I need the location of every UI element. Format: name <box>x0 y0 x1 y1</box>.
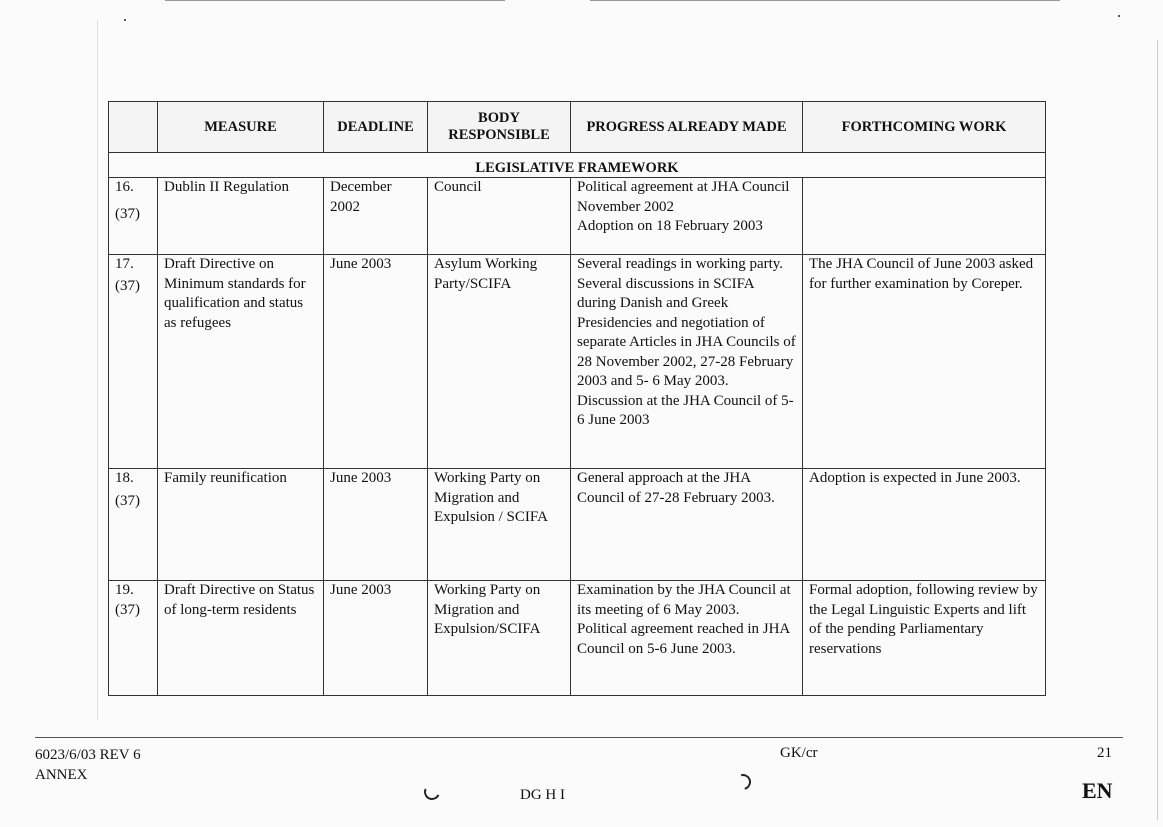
deadline-cell: June 2003 <box>324 469 428 581</box>
forthcoming-cell: Adoption is expected in June 2003. <box>803 469 1046 581</box>
row-ref: (37) <box>115 205 140 222</box>
binder-hole-mark <box>422 782 443 803</box>
scan-margin-line <box>1157 40 1158 820</box>
progress-cell: Several readings in working party. Several discussions in SCIFA during Danish and Greek Presidencies and negotiation of separate Articles in JHA Councils of 28 November 2002, 27-28 February 2003 and 5- 6 May 2003. Discussion at the JHA Council of 5-6 June 2003 <box>571 255 803 469</box>
language-code: EN <box>1082 778 1113 803</box>
header-progress: PROGRESS ALREADY MADE <box>571 102 803 153</box>
page-number: 21 <box>1097 745 1112 761</box>
deadline-cell: June 2003 <box>324 581 428 696</box>
directorate-label: DG H I <box>520 787 565 803</box>
scan-artifact-line <box>590 0 1060 1</box>
table-row <box>109 469 1046 581</box>
body-cell: Council <box>428 178 571 255</box>
section-row <box>109 153 1046 178</box>
row-number: 17. <box>115 256 134 272</box>
row-ref: (37) <box>115 492 140 509</box>
body-cell: Working Party on Migration and Expulsion/SCIFA <box>428 581 571 696</box>
scan-artifact-line <box>165 0 505 1</box>
progress-cell: Examination by the JHA Council at its meeting of 6 May 2003. Political agreement reached in JHA Council on 5-6 June 2003. <box>571 581 803 696</box>
table-row <box>109 255 1046 469</box>
forthcoming-cell: The JHA Council of June 2003 asked for further examination by Coreper. <box>803 255 1046 469</box>
row-number-cell <box>109 255 158 469</box>
header-forthcoming: FORTHCOMING WORK <box>803 102 1046 153</box>
table-row <box>109 178 1046 255</box>
section-title: LEGISLATIVE FRAMEWORK <box>109 153 1046 178</box>
measure-cell: Family reunification <box>158 469 324 581</box>
footer-rule <box>35 737 1123 738</box>
legislative-framework-table <box>108 101 1046 696</box>
row-number-cell <box>109 469 158 581</box>
doc-reference: 6023/6/03 REV 6 <box>35 747 141 763</box>
author-initials: GK/cr <box>780 745 818 761</box>
row-number-cell <box>109 581 158 696</box>
table-header-row <box>109 102 1046 153</box>
row-number: 18. <box>115 470 134 486</box>
header-measure: MEASURE <box>158 102 324 153</box>
binder-hole-mark <box>732 771 754 793</box>
row-ref: (37) <box>115 601 140 618</box>
table-row <box>109 581 1046 696</box>
row-number: 19. <box>115 582 134 598</box>
forthcoming-cell: Formal adoption, following review by the Legal Linguistic Experts and lift of the pending Parliamentary reservations <box>803 581 1046 696</box>
deadline-cell: June 2003 <box>324 255 428 469</box>
scan-speck <box>124 19 126 21</box>
forthcoming-cell <box>803 178 1046 255</box>
progress-cell: General approach at the JHA Council of 27-28 February 2003. <box>571 469 803 581</box>
header-number <box>109 102 158 153</box>
deadline-cell: December 2002 <box>324 178 428 255</box>
measure-cell: Draft Directive on Minimum standards for qualification and status as refugees <box>158 255 324 469</box>
measure-cell: Draft Directive on Status of long-term residents <box>158 581 324 696</box>
annex-label: ANNEX <box>35 767 88 783</box>
row-ref: (37) <box>115 277 140 294</box>
progress-cell: Political agreement at JHA Council November 2002 Adoption on 18 February 2003 <box>571 178 803 255</box>
header-body-responsible: BODY RESPONSIBLE <box>428 102 571 153</box>
measure-cell: Dublin II Regulation <box>158 178 324 255</box>
header-deadline: DEADLINE <box>324 102 428 153</box>
body-cell: Working Party on Migration and Expulsion / SCIFA <box>428 469 571 581</box>
body-cell: Asylum Working Party/SCIFA <box>428 255 571 469</box>
row-number: 16. <box>115 179 134 195</box>
row-number-cell <box>109 178 158 255</box>
scan-margin-line <box>97 20 98 720</box>
scan-speck <box>1118 15 1120 17</box>
